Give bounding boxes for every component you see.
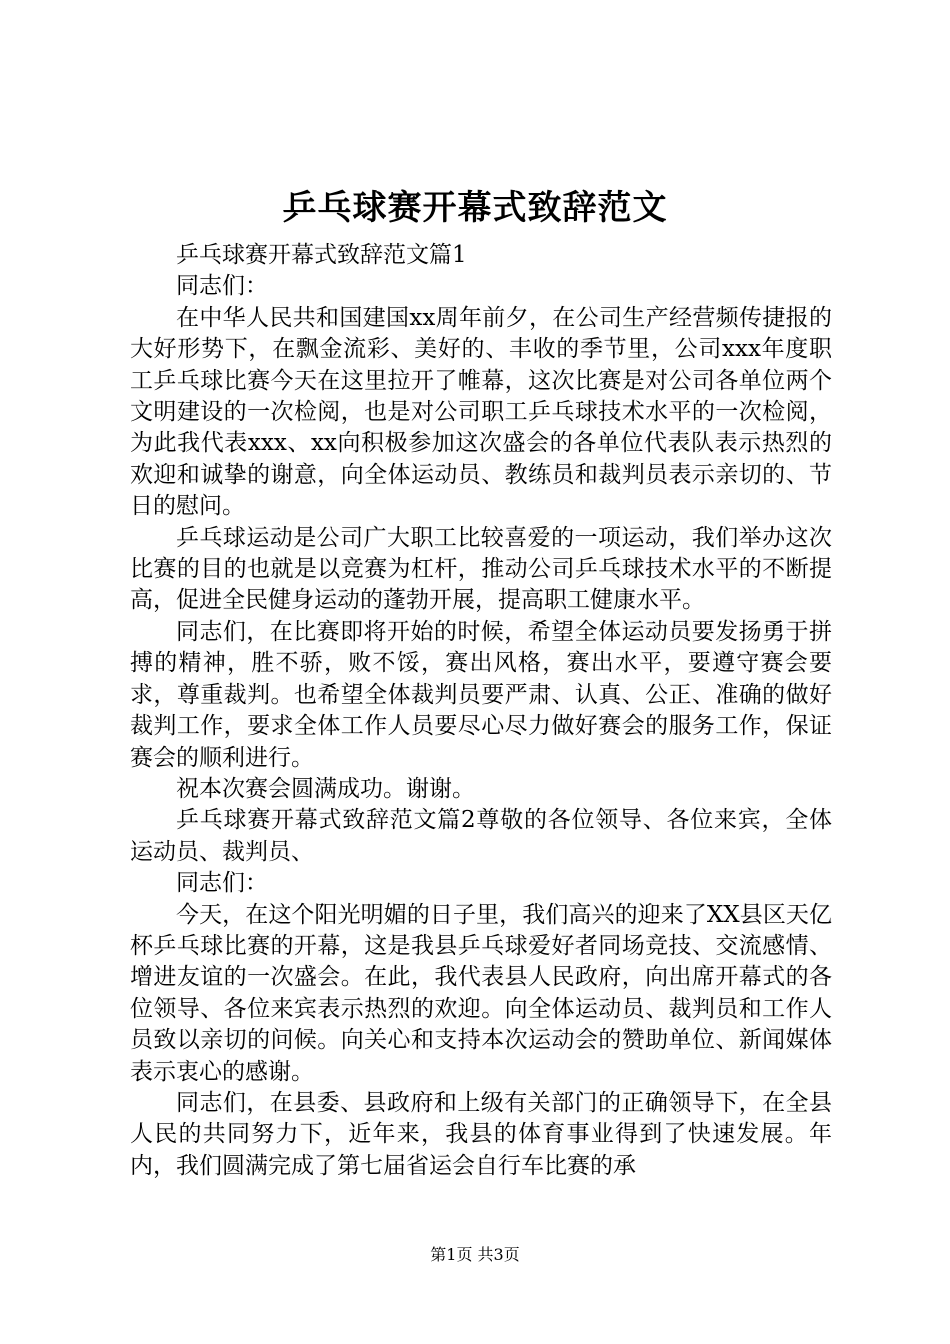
- salutation: 同志们：: [176, 870, 268, 897]
- body-paragraph: 同志们，在比赛即将开始的时候，希望全体运动员要发扬勇于拼搏的精神，胜不骄，败不馁，赛出风格，赛出水平，要遵守赛会要求，尊重裁判。也希望全体裁判员要严肃、认真、公正、准确的做好裁判工作，要求全体工作人员要尽心尽力做好赛会的服务工作，保证赛会的顺利进行。: [130, 618, 832, 771]
- document-body: [130, 240, 832, 1182]
- body-paragraph: 乒乓球运动是公司广大职工比较喜爱的一项运动，我们举办这次比赛的目的也就是以竞赛为杠杆，推动公司乒乓球技术水平的不断提高，促进全民健身运动的蓬勃开展，提高职工健康水平。: [130, 524, 832, 614]
- salutation: 同志们：: [176, 273, 268, 300]
- section-heading-1: 乒乓球赛开幕式致辞范文篇1: [176, 242, 467, 268]
- document-title: 乒乓球赛开幕式致辞范文: [282, 188, 668, 228]
- body-paragraph: 在中华人民共和国建国xx周年前夕，在公司生产经营频传捷报的大好形势下，在飘金流彩、美好的、丰收的季节里，公司xxx年度职工乒乓球比赛今天在这里拉开了帷幕，这次比赛是对公司各单位两个文明建设的一次检阅，也是对公司职工乒乓球技术水平的一次检阅，为此我代表xxx、xx向积极参加这次盛会的各单位代表队表示热烈的欢迎和诚挚的谢意，向全体运动员、教练员和裁判员表示亲切的、节日的慰问。: [130, 304, 832, 520]
- closing-line: 祝本次赛会圆满成功。谢谢。: [176, 775, 475, 802]
- body-paragraph: 今天，在这个阳光明媚的日子里，我们高兴的迎来了XX县区天亿杯乒乓球比赛的开幕，这是我县乒乓球爱好者同场竞技、交流感情、增进友谊的一次盛会。在此，我代表县人民政府，向出席开幕式的各位领导、各位来宾表示热烈的欢迎。向全体运动员、裁判员和工作人员致以亲切的问候。向关心和支持本次运动会的赞助单位、新闻媒体表示衷心的感谢。: [130, 901, 832, 1085]
- section-heading-2: 乒乓球赛开幕式致辞范文篇2尊敬的各位领导、各位来宾，全体运动员、裁判员、: [130, 807, 832, 865]
- page-footer: 第1页 共3页: [430, 1245, 520, 1264]
- body-paragraph: 同志们，在县委、县政府和上级有关部门的正确领导下，在全县人民的共同努力下，近年来，我县的体育事业得到了快速发展。年内，我们圆满完成了第七届省运会自行车比赛的承: [130, 1089, 832, 1179]
